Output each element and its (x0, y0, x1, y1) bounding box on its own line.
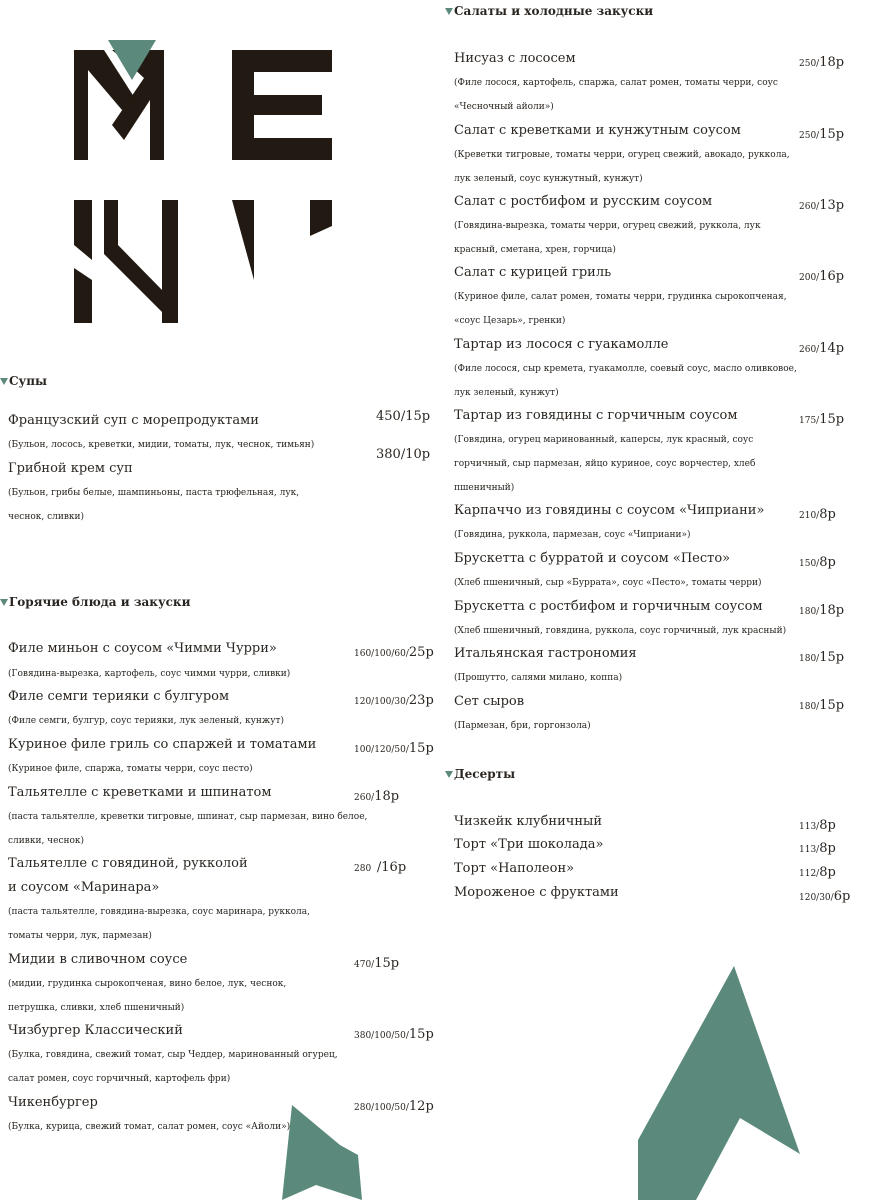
menu-item-price: 180/15р (799, 698, 845, 713)
menu-item-desc: горчичный, сыр пармезан, яйцо куриное, соус ворчестер, хлеб (454, 459, 756, 469)
menu-item-name: Грибной крем суп (8, 461, 133, 476)
menu-item-price: 260/13р (799, 198, 845, 213)
menu-item-price: 120/30/6р (799, 889, 851, 904)
menu-item-price: 160/100/60/25р (354, 645, 434, 660)
menu-item-name: Тальятелле с говядиной, рукколой (8, 856, 248, 871)
menu-item-desc: красный, сметана, хрен, горчица) (454, 245, 616, 255)
menu-item-price: 150/8р (799, 555, 836, 570)
section-title-hot: Горячие блюда и закуски (0, 595, 191, 609)
menu-item-name: Мидии в сливочном соусе (8, 952, 188, 967)
section-title-soups: Супы (0, 374, 47, 388)
menu-item-name: Сет сыров (454, 694, 525, 709)
decorative-triangle-large (636, 962, 804, 1200)
menu-item-desc: (Хлеб пшеничный, сыр «Буррата», соус «Песто», томаты черри) (454, 578, 762, 588)
menu-item-desc: (паста тальятелле, говядина-вырезка, соус маринара, руккола, (8, 907, 310, 917)
menu-item-desc: (Говядина-вырезка, томаты черри, огурец свежий, руккола, лук (454, 221, 761, 231)
menu-item-desc: (Говядина-вырезка, картофель, соус чимми чурри, сливки) (8, 669, 291, 679)
menu-item-price: 113/8р (799, 841, 836, 856)
menu-item-price: 280 /16р (354, 860, 407, 875)
menu-item-desc: (Хлеб пшеничный, говядина, руккола, соус горчичный, лук красный) (454, 626, 787, 636)
menu-item-price: 250/18р (799, 55, 845, 70)
menu-item-name: Чизкейк клубничный (454, 814, 603, 829)
menu-item-desc: (паста тальятелле, креветки тигровые, шпинат, сыр пармезан, вино белое, (8, 812, 368, 822)
menu-item-name: Салат с креветками и кунжутным соусом (454, 123, 741, 138)
menu-item-price: 180/18р (799, 603, 845, 618)
menu-item-desc: (Куриное филе, спаржа, томаты черри, соус песто) (8, 764, 253, 774)
menu-item-desc: (Говядина, огурец маринованный, каперсы, лук красный, соус (454, 435, 754, 445)
menu-item-desc: «Чесночный айоли») (454, 102, 554, 112)
menu-item-name: Французский суп с морепродуктами (8, 413, 259, 428)
menu-item-desc: (Филе лосося, сыр кремета, гуакамолле, соевый соус, масло оливковое, (454, 364, 797, 374)
menu-item-desc: петрушка, сливки, хлеб пшеничный) (8, 1003, 185, 1013)
menu-item-price: 280/100/50/12р (354, 1099, 434, 1114)
decorative-triangle-small (280, 1105, 365, 1200)
menu-item-price: 260/14р (799, 341, 845, 356)
menu-item-desc: (Филе лосося, картофель, спаржа, салат ромен, томаты черри, соус (454, 78, 778, 88)
menu-item-desc: (Говядина, руккола, пармезан, соус «Чиприани») (454, 530, 691, 540)
menu-item-price: 380/10р (376, 447, 431, 462)
triangle-bullet-icon (0, 378, 8, 385)
menu-item-desc: пшеничный) (454, 483, 515, 493)
triangle-bullet-icon (445, 771, 453, 778)
menu-item-price: 260/18р (354, 789, 400, 804)
menu-item-desc: (Куриное филе, салат ромен, томаты черри, грудинка сырокопченая, (454, 292, 787, 302)
menu-item-desc: (Пармезан, бри, горгонзола) (454, 721, 591, 731)
menu-item-price: 210/8р (799, 507, 836, 522)
menu-item-desc: лук зеленый, соус кунжутный, кунжут) (454, 174, 643, 184)
menu-item-price: 113/8р (799, 818, 836, 833)
menu-item-desc: сливки, чеснок) (8, 836, 85, 846)
menu-item-desc: (Креветки тигровые, томаты черри, огурец свежий, авокадо, руккола, (454, 150, 790, 160)
menu-item-desc: (Булка, говядина, свежий томат, сыр Чеддер, маринованный огурец, (8, 1050, 338, 1060)
menu-item-price: 380/100/50/15р (354, 1027, 434, 1042)
triangle-bullet-icon (445, 8, 453, 15)
menu-item-price: 100/120/50/15р (354, 741, 434, 756)
menu-item-name: Салат с ростбифом и русским соусом (454, 194, 713, 209)
menu-item-desc: (Бульон, лосось, креветки, мидии, томаты, лук, чеснок, тимьян) (8, 440, 315, 450)
menu-item-desc: лук зеленый, кунжут) (454, 388, 559, 398)
menu-item-name: Мороженое с фруктами (454, 885, 619, 900)
menu-item-name: Брускетта с ростбифом и горчичным соусом (454, 599, 763, 614)
menu-item-desc: (Бульон, грибы белые, шампиньоны, паста трюфельная, лук, (8, 488, 300, 498)
menu-item-desc: чеснок, сливки) (8, 512, 85, 522)
menu-item-price: 120/100/30/23р (354, 693, 434, 708)
menu-item-name: Торт «Наполеон» (454, 861, 575, 876)
triangle-bullet-icon (0, 599, 8, 606)
menu-item-desc: (Филе семги, булгур, соус терияки, лук зеленый, кунжут) (8, 716, 284, 726)
menu-item-name: Торт «Три шоколада» (454, 837, 604, 852)
menu-item-desc: «соус Цезарь», гренки) (454, 316, 566, 326)
menu-item-desc: томаты черри, лук, пармезан) (8, 931, 152, 941)
menu-item-name: Нисуаз с лососем (454, 51, 576, 66)
menu-item-desc: (Булка, курица, свежий томат, салат ромен, соус «Айоли») (8, 1122, 291, 1132)
menu-item-desc: салат ромен, соус горчичный, картофель фри) (8, 1074, 231, 1084)
menu-item-name-cont: и соусом «Маринара» (8, 880, 160, 895)
menu-item-name: Тартар из говядины с горчичным соусом (454, 408, 738, 423)
menu-item-name: Куриное филе гриль со спаржей и томатами (8, 737, 317, 752)
menu-item-desc: (Прошутто, салями милано, коппа) (454, 673, 623, 683)
menu-item-price: 470/15р (354, 956, 400, 971)
menu-item-price: 250/15р (799, 127, 845, 142)
menu-item-name: Итальянская гастрономия (454, 646, 637, 661)
menu-item-name: Чикенбургер (8, 1095, 98, 1110)
menu-item-name: Чизбургер Классический (8, 1023, 183, 1038)
menu-item-name: Брускетта с бурратой и соусом «Песто» (454, 551, 731, 566)
section-title-desserts: Десерты (445, 767, 515, 781)
menu-item-price: 180/15р (799, 650, 845, 665)
menu-item-price: 200/16р (799, 269, 845, 284)
menu-item-name: Карпаччо из говядины с соусом «Чиприани» (454, 503, 765, 518)
menu-item-desc: (мидии, грудинка сырокопченая, вино белое, лук, чеснок, (8, 979, 287, 989)
menu-item-name: Тартар из лосося с гуакамолле (454, 337, 669, 352)
menu-item-name: Тальятелле с креветками и шпинатом (8, 785, 272, 800)
menu-item-price: 112/8р (799, 865, 836, 880)
menu-item-price: 450/15р (376, 409, 431, 424)
menu-item-name: Филе миньон с соусом «Чимми Чурри» (8, 641, 277, 656)
menu-item-price: 175/15р (799, 412, 845, 427)
section-title-salads: Салаты и холодные закуски (445, 4, 653, 18)
left-column (0, 0, 440, 1200)
menu-item-name: Филе семги терияки с булгуром (8, 689, 230, 704)
menu-item-name: Салат с курицей гриль (454, 265, 612, 280)
